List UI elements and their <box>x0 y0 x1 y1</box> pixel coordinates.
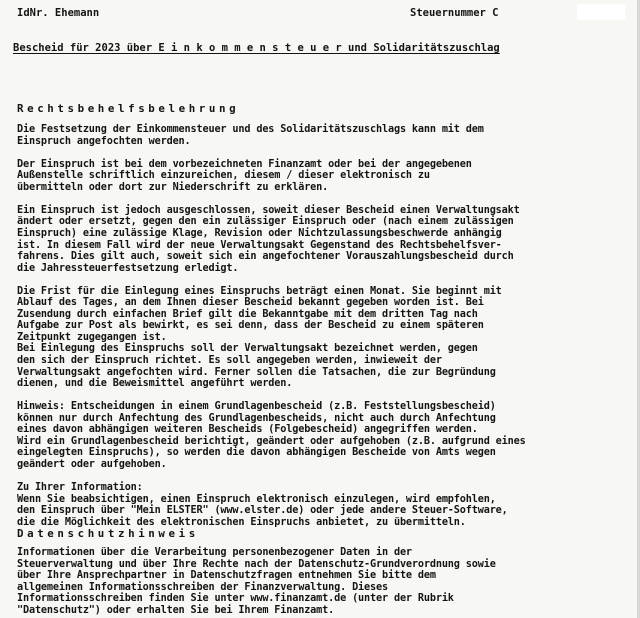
document-title: Bescheid für 2023 über E i n k o m m e n s t e u e r und Solidaritätszuschlag <box>13 42 500 54</box>
datenschutz-line: allgemeinen Informationsschreiben der Finanzverwaltung. Dieses <box>17 581 388 593</box>
rechtsbehelf-line: ändert oder ersetzt, gegen den ein zulässiger Einspruch oder (nach einem zulässigen <box>17 216 514 228</box>
rechtsbehelf-line: Zu Ihrer Information: <box>17 482 143 494</box>
section-heading-datenschutz: Datenschutzhinweis <box>17 527 199 540</box>
rechtsbehelf-line: ist. In diesem Fall wird der neue Verwaltungsakt Gegenstand des Rechtsbehelfsver- <box>17 239 502 251</box>
rechtsbehelf-line: Wird ein Grundlagenbescheid berichtigt, geändert oder aufgehoben (z.B. aufgrund eines <box>17 435 526 447</box>
rechtsbehelf-line: Die Frist für die Einlegung eines Einspruchs beträgt einen Monat. Sie beginnt mit <box>17 285 502 297</box>
rechtsbehelf-line: eines davon abhängigen weiteren Bescheids (Folgebescheid) angegriffen werden. <box>17 424 478 436</box>
rechtsbehelf-line: Hinweis: Entscheidungen in einem Grundlagenbescheid (z.B. Feststellungsbescheid) <box>17 401 496 413</box>
rechtsbehelf-line: den sich der Einspruch richtet. Es soll angegeben werden, inwieweit der <box>17 355 442 366</box>
idnr-label: IdNr. Ehemann <box>17 7 100 19</box>
rechtsbehelf-line: Zeitpunkt zugegangen ist. <box>17 331 167 343</box>
section-heading-rechtsbehelf: Rechtsbehelfsbelehrung <box>17 102 240 115</box>
datenschutz-line: Steuerverwaltung und über Ihre Rechte nach der Datenschutz-Grundverordnung sowie <box>17 558 496 570</box>
rechtsbehelf-line: Ablauf des Tages, an dem Ihnen dieser Bescheid bekannt gegeben worden ist. Bei <box>17 297 484 309</box>
rechtsbehelf-line: übermitteln oder dort zur Niederschrift zu erklären. <box>17 181 329 193</box>
rechtsbehelf-line: Ein Einspruch ist jedoch ausgeschlossen, soweit dieser Bescheid einen Verwaltungsakt <box>17 204 520 216</box>
rechtsbehelf-line: geändert oder aufgehoben. <box>17 458 167 470</box>
steuernummer-label: Steuernummer C <box>410 7 499 19</box>
rechtsbehelf-line: die Jahressteuerfestsetzung erledigt. <box>17 262 239 274</box>
datenschutz-line: über Ihre Ansprechpartner in Datenschutzfragen entnehmen Sie bitte dem <box>17 570 436 581</box>
rechtsbehelf-line: Der Einspruch ist bei dem vorbezeichneten Finanzamt oder bei der angegebenen <box>17 158 472 170</box>
rechtsbehelf-line: Verwaltungsakt angefochten wird. Ferner sollen die Tatsachen, die zur Begründung <box>17 366 496 378</box>
rechtsbehelf-line: fahrens. Dies gilt auch, soweit sich ein angefochtener Vorauszahlungsbescheid durch <box>17 251 514 263</box>
datenschutz-line: Informationen über die Verarbeitung personenbezogener Daten in der <box>17 547 412 558</box>
rechtsbehelf-line: Aufgabe zur Post als bewirkt, es sei denn, dass der Bescheid zu einem späteren <box>17 320 484 332</box>
rechtsbehelf-line: Die Festsetzung der Einkommensteuer und des Solidaritätszuschlags kann mit dem <box>17 124 484 135</box>
rechtsbehelf-line: Einspruch angefochten werden. <box>17 135 191 147</box>
rechtsbehelf-line: Bei Einlegung des Einspruchs soll der Verwaltungsakt bezeichnet werden, gegen <box>17 343 478 355</box>
datenschutz-line: "Datenschutz") oder erhalten Sie bei Ihrem Finanzamt. <box>17 604 335 616</box>
rechtsbehelf-line: den Einspruch über "Mein ELSTER" (www.elster.de) oder jede andere Steuer-Software, <box>17 505 508 517</box>
rechtsbehelf-line: Außenstelle schriftlich einzureichen, diesem / dieser elektronisch zu <box>17 170 430 182</box>
rechtsbehelf-line: Zusendung durch einfachen Brief gilt die Bekanntgabe mit dem dritten Tag nach <box>17 308 478 320</box>
rechtsbehelf-line: die die Möglichkeit des elektronischen Einspruchs anbietet, zu übermitteln. <box>17 516 466 528</box>
redaction-box <box>577 4 625 20</box>
rechtsbehelf-line: können nur durch Anfechtung des Grundlagenbescheids, nicht auch durch Anfechtung <box>17 412 496 424</box>
rechtsbehelf-line: dienen, und die Beweismittel angeführt werden. <box>17 378 293 390</box>
datenschutz-line: Informationsschreiben finden Sie unter www.finanzamt.de (unter der Rubrik <box>17 593 454 604</box>
rechtsbehelf-line: Einspruch) eine zulässige Klage, Revision oder Nichtzulassungsbeschwerde anhängig <box>17 227 502 239</box>
rechtsbehelf-line: Wenn Sie beabsichtigen, einen Einspruch elektronisch einzulegen, wird empfohlen, <box>17 493 496 505</box>
rechtsbehelf-line: eingelegten Einspruchs), so werden die davon abhängigen Bescheide von Amts wegen <box>17 447 496 459</box>
